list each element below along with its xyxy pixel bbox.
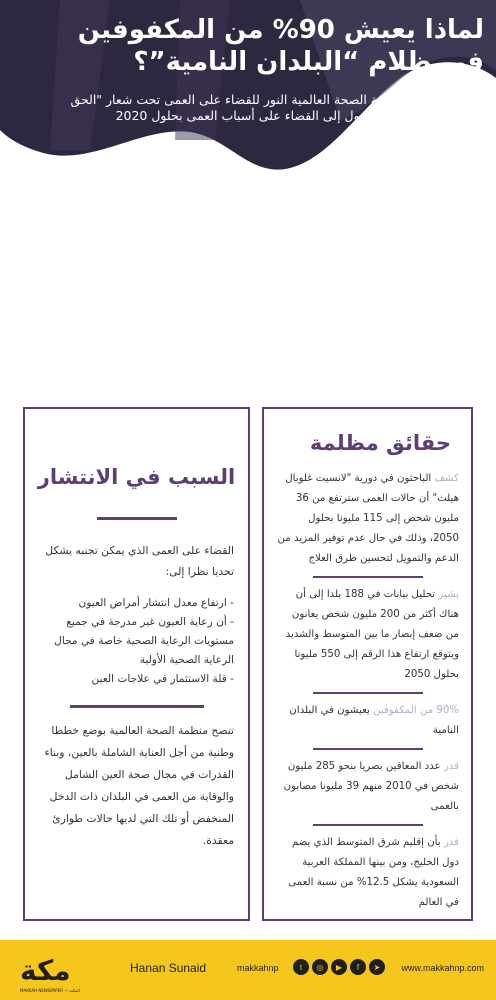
dark-facts-heading: حقائق مظلمة — [309, 431, 451, 455]
hero-title-line2: في ظلام “البلدان النامية”؟ — [133, 47, 484, 77]
fact-text: بأن إقليم شرق المتوسط الذي يضم دول الخليج، ومن بينها المملكة العربية السعودية يشكل 12.5% من نسبة العمى في العالم — [288, 837, 459, 908]
logo-subtitle: MAKKAH NEWSPAPER — المكية — [20, 988, 80, 993]
spread-reasons-panel — [23, 407, 250, 921]
dark-facts-panel — [262, 407, 473, 921]
heading-divider — [97, 517, 177, 520]
fact-item — [264, 757, 471, 817]
twitter-icon[interactable]: t — [293, 959, 309, 975]
makkah-logo: مكة — [20, 954, 71, 987]
fact-divider — [313, 692, 423, 694]
social-handle: makkahnp — [237, 963, 279, 973]
instagram-icon[interactable]: ◎ — [312, 959, 328, 975]
hero-banner — [0, 0, 496, 200]
fact-divider — [313, 576, 423, 578]
facebook-icon[interactable]: f — [350, 959, 366, 975]
fact-divider — [313, 824, 423, 826]
blank-area — [0, 200, 496, 400]
fact-item — [264, 585, 471, 685]
website-link[interactable]: www.makkahnp.com — [401, 963, 484, 973]
fact-lead: يشير — [438, 589, 459, 600]
who-recommendation: تنصح منظمة الصحة العالمية بوضع خططا وطنية من أجل العناية الشاملة بالعين، وبناء القدرات في مجال صحة العين الشامل والوقاية من العمى في البلدان ذات الدخل المنخفض أو تلك التي لديها حالات طوارئ معقدة. — [44, 724, 234, 847]
list-item: - أن رعاية العيون غير مدرجة في جميع مستويات الرعاية الصحية خاصة في مجال الرعاية الصحية الأولية — [54, 616, 234, 666]
fact-item — [264, 469, 471, 569]
footer-bar — [0, 940, 496, 1000]
intro-text: القضاء على العمى الذي يمكن تجنبه يشكل تحديا نظرا إلى: — [45, 544, 234, 578]
social-icons — [293, 959, 385, 975]
fact-text: يعيشون في البلدان النامية — [289, 705, 459, 736]
fact-item — [264, 701, 471, 741]
author-name: Hanan Sunaid — [130, 961, 207, 975]
reasons-list — [25, 594, 248, 689]
hero-title-line1: لماذا يعيش 90% من المكفوفين — [77, 15, 484, 45]
hero-title — [14, 14, 484, 78]
youtube-icon[interactable]: ▶ — [331, 959, 347, 975]
fact-text: الباحثون في دورية "لانسيت غلوبال هيلث" أن حالات العمى سترتفع من 36 مليون شخص إلى 115 مليونا بحلول 2050، وذلك في حال عدم توفير المزيد من الدعم والتمويل لتحسين طرق العلاج — [277, 473, 459, 564]
fact-lead: قدر — [443, 837, 459, 848]
fact-divider — [313, 748, 423, 750]
fact-lead: قدر — [443, 761, 459, 772]
telegram-icon[interactable]: ➤ — [369, 959, 385, 975]
fact-lead: 90% من المكفوفين — [373, 705, 459, 716]
list-item: - ارتفاع معدل انتشار أمراض العيون — [78, 597, 234, 609]
fact-lead: كشف — [434, 473, 459, 484]
fact-item — [264, 833, 471, 913]
section-divider — [70, 705, 204, 708]
spread-reasons-heading: السبب في الانتشار — [37, 465, 236, 489]
fact-text: تحليل بيانات في 188 بلدا إلى أن هناك أكثر من 200 مليون شخص يعانون من ضعف إبصار ما بين المتوسط والشديد ويتوقع ارتفاع هذا الرقم إلى 550 مليونا بحلول 2050 — [285, 589, 459, 680]
hero-subtitle: أطلقت مبادرة منظمة الصحة العالمية النور للقضاء على العمى تحت شعار "الحق في الإبصار" بهدف الوصول إلى القضاء على أسباب العمى بحلول 2020 — [70, 92, 482, 123]
list-item: - قلة الاستثمار في علاجات العين — [91, 673, 234, 685]
fact-text: عدد المعاقين بصريا بنحو 285 مليون شخص في 2010 منهم 39 مليونا مصابون بالعمى — [283, 761, 459, 812]
